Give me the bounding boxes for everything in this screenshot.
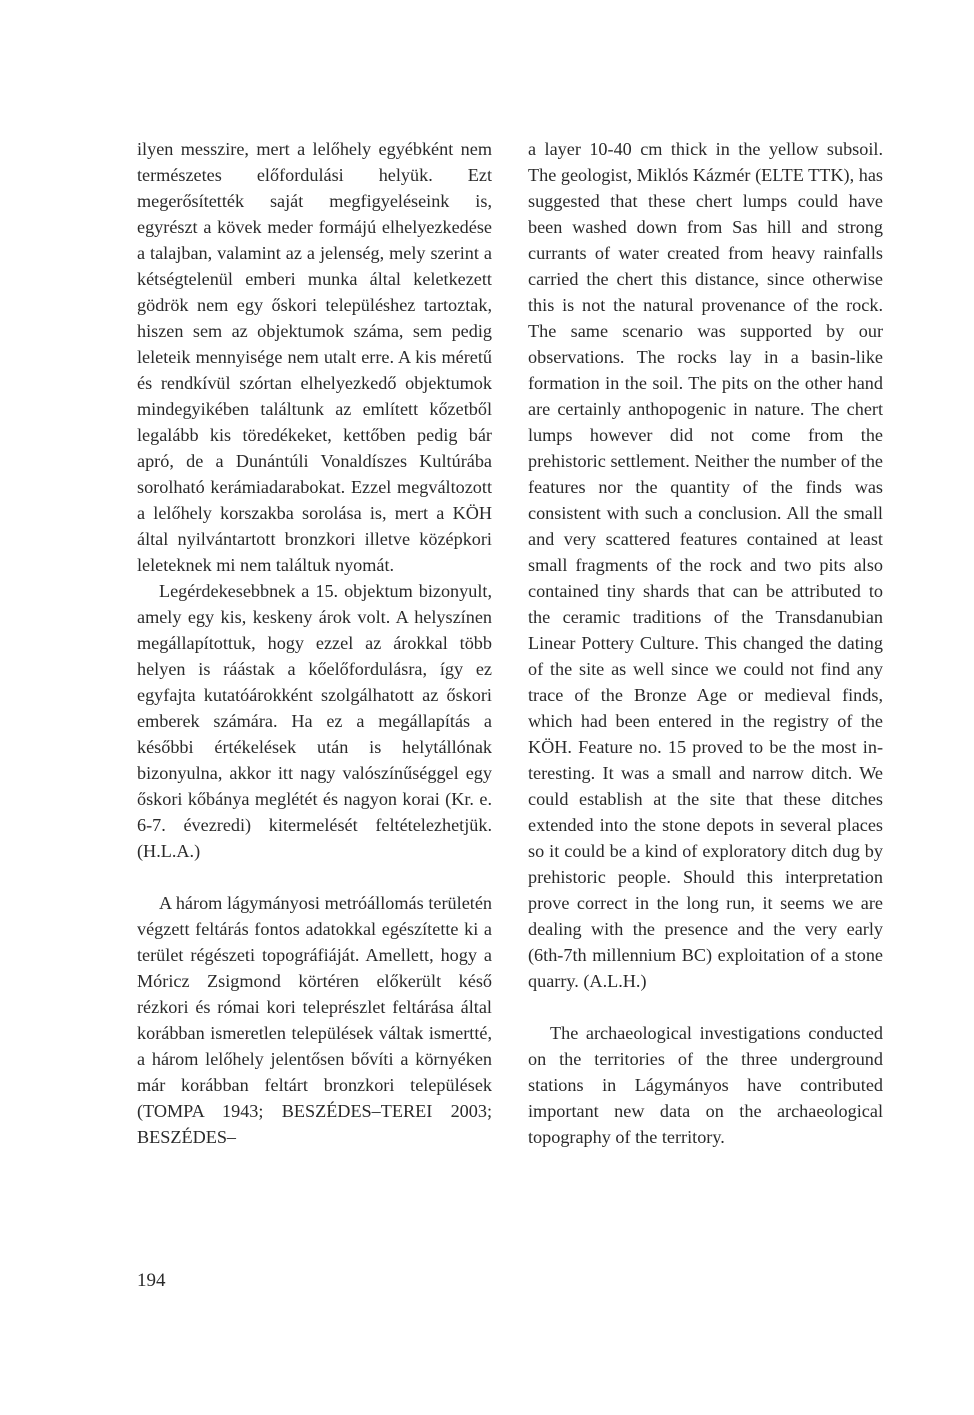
paragraph-hu-2: Legérdekesebbnek a 15. objektum bizonyult, amely egy kis, keskeny árok volt. A helyszínen megállapítottuk, hogy ezzel az árokkal több helyen is ráástak a kőelőfordulásra, így ez egyfajta kutatóárokként szolgálhatott az őskori emberek számára. Ha ez a megállapítás a későbbi értékelések után is helytállónak bizonyulna, akkor itt nagy valószínűséggel egy őskori kőbánya meglétét és nagyon korai (Kr. e. 6-7. évezredi) kitermelését feltételezhetjük. (H.L.A.) <box>137 581 492 861</box>
page-number: 194 <box>137 1270 166 1291</box>
right-column-english <box>528 136 883 1150</box>
paragraph-en-1: a layer 10-40 cm thick in the yellow subsoil. The geologist, Miklós Kázmér (ELTE TTK), has suggested that these chert lumps could have been washed down from Sas hill and strong currants of water created from heavy rainfalls carried the chert this distance, since otherwise this is not the natural provenance of the rock. The same scenario was supported by our observations. The rocks lay in a basin-like formation in the soil. The pits on the other hand are certainly anthopogenic in nature. The chert lumps however did not come from the prehistoric settlement. Neither the number of the features nor the quantity of the finds was consistent with such a conclusion. All the small and very scattered features contained at least small fragments of the rock and two pits also contained tiny shards that can be attributed to the ceramic traditions of the Transdanubian Linear Pottery Culture. This changed the dating of the site as well since we could not find any trace of the Bronze Age or medieval finds, which had been entered in the registry of the KÖH. Feature no. 15 proved to be the most interesting. It was a small and narrow ditch. We could establish at the site that these ditches extended into the stone depots in several places so it could be a kind of exploratory ditch dug by prehistoric people. Should this interpretation prove correct in the long run, it seems we are dealing with the presence and the very early (6th-7th millennium BC) exploitation of a stone quarry. (A.L.H.) <box>528 139 883 991</box>
paragraph-en-2: The archaeological investigations conducted on the territories of the three underground stations in Lágymányos have contributed important new data on the archaeological topography of the territory. <box>528 1023 883 1147</box>
paragraph-hu-3: A három lágymányosi metróállomás területén végzett feltárás fontos adatokkal egészítette ki a terület régészeti topográfiáját. Amellett, hogy a Móricz Zsigmond körtéren előkerült késő rézkori és római kori teleprészlet feltárása által korábban ismeretlen települések váltak ismertté, a három lelőhely jelentősen bővíti a környéken már korábban feltárt bronzkori települések (TOMPA 1943; BESZÉDES–TEREI 2003; BESZÉDES– <box>137 893 492 1147</box>
paragraph-hu-1: ilyen messzire, mert a lelőhely egyébként nem természetes előfordulási helyük. Ezt megerősítették saját megfigyeléseink is, egyrészt a kövek meder formájú elhelyezkedése a talajban, valamint az a jelenség, mely szerint a kétségtelenül emberi munka által keletkezett gödrök nem egy őskori településhez tartoztak, hiszen sem az objektumok száma, sem pedig leleteik mennyisége nem utalt erre. A kis méretű és rendkívül szórtan elhelyezkedő objektumok mindegyikében találtunk az említett kőzetből legalább kis töredékeket, kettőben pedig bár apró, de a Dunántúli Vonaldíszes Kultúrába sorolható kerámiadarabokat. Ezzel megváltozott a lelőhely korszakba sorolása is, mert a KÖH által nyilvántartott bronzkori illetve középkori leleteknek mi nem találtuk nyomát. <box>137 139 492 575</box>
left-column-hungarian <box>137 136 492 1150</box>
